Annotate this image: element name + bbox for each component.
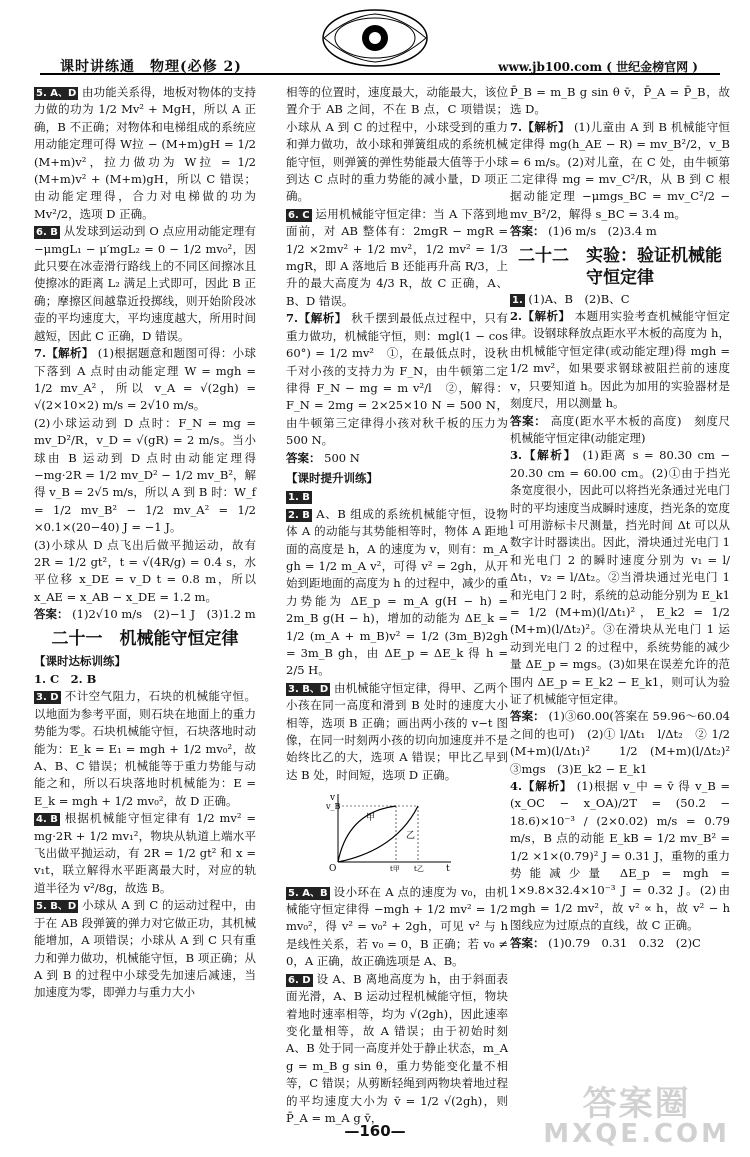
answer-item (510, 447, 730, 708)
answer-item (286, 506, 508, 680)
item-text: (1)A、B (2)B、C (528, 291, 630, 306)
answer-item (34, 415, 256, 537)
answer-item (510, 223, 730, 240)
item-text: 秋千摆到最低点过程中，只有重力做功，机械能守恒，则：mgl(1 − cos 60°) = 1/2 mv² ①，在最低点时，设秋千对小孩的支持力为 F_N，由牛顿第二定律得 F_N − mg = m v²/l ②，解得：F_N = 2mg = 2×25×10 N = 500 N，由牛顿第三定律得小孩对秋千板的压力为 500 N。 (286, 311, 508, 448)
item-text: 由机械能守恒定律，得甲、乙两个小孩在同一高度和滑到 B 处时的速度大小相等，选项 B 正确；画出两小孩的 v−t 图像，在同一时刻两小孩的切向加速度并不是始终比乙的大，选项 A 错误；甲比乙早到达 B 处，时间短，选项 D 正确。 (286, 680, 509, 782)
answer-item (286, 450, 508, 467)
brand-logo-icon (320, 6, 430, 70)
axis-t: t (446, 864, 450, 873)
label-jia: 甲 (366, 813, 376, 824)
item-number: 6. C (288, 209, 310, 221)
page-header (0, 0, 750, 74)
header-rule (40, 73, 720, 75)
answer-item (34, 345, 256, 415)
answer-line: 1. C 2. B (34, 672, 97, 686)
answer-item (510, 935, 730, 952)
answer-item (510, 413, 742, 448)
item-text: 不计空气阻力，石块的机械能守恒。以地面为参考平面，则石块在地面上的重力势能为零。石块机械能守恒，石块落地时动能为：E_k = E₁ = mgh + 1/2 mv₀²，故 A、B、C 错误；机械能等于重力势能与动能之和，所以石块落地时机械能为：E = E_k = mgh + 1/2 mv₀²，故 D 正确。 (34, 689, 257, 808)
item-text: (1)儿童由 A 到 B 机械能守恒定律得 mg(h_AE − R) = mv_B²/2，v_B = 6 m/s。(2)对儿童，在 C 处，由牛顿第二定律得 mg = mv_C²/R，从 B 到 C 根据动能定理 −μmgs_BC = mv_C²/2 − mv_B²/2，解得 s_BC = 3.4 m。 (510, 119, 731, 221)
answer-item (34, 606, 256, 623)
watermark-line1: 答案圈 (582, 1084, 691, 1124)
item-text: (1)2√10 m/s (2)−1 J (3)1.2 m (72, 607, 256, 622)
item-number: 7.【解析】 (286, 311, 348, 326)
item-text: 设 A、B 离地高度为 h，由于斜面表面光滑，A、B 运动过程机械能守恒，物块着地时速率相等，均为 √(2gh)，因此速率变化量相等，故 A 错误；由于初始时刻 A、B 处于同一高度并处于静止状态，m_A g = m_B g sin θ，重力势能变化量不相等，C 错误；从剪断轻绳到两物块着地过程的平均速度大小为 v̄ = 1/2 √(2gh)，则 P̄_A = m_A g v̄， (286, 971, 508, 1125)
item-text: 设小环在 A 点的速度为 v₀，由机械能守恒定律得 −mgh + 1/2 mv² = 1/2 mv₀²，得 v² = v₀² + 2gh，可见 v² 与 h 是线性关系，若 v₀ = 0，B 正确；若 v₀ ≠ 0，A 正确，故正确选项是 A、B。 (286, 884, 508, 969)
page-number: —160— (344, 1122, 406, 1140)
item-text: 运用机械能守恒定律：当 A 下落到地面前，对 AB 整体有：2mgR − mgR = 1/2 ×2mv² + 1/2 mv²，1/2 mv² = 1/3 mgR，即 A 落地后 B 还能再升高 R/3，上升的最大高度为 4/3 R，故 C 正确，A、B、D 错误。 (286, 206, 508, 308)
item-text: (3)小球从 D 点飞出后做平抛运动，故有 2R = 1/2 gt²，t = √(4R/g) = 0.4 s，水平位移 x_DE = v_D t = 0.8 m，所以 x_AE = x_AB − x_DE = 1.2 m。 (34, 537, 256, 604)
item-text: (1)③60.00(答案在 59.96～60.04 之间的也可) (2)① l/Δt₁ l/Δt₂ ② 1/2 (M+m)(l/Δt₁)² 1/2 (M+m)(l/Δt₂)² ③mgs (3)E_k2 − E_k1 (510, 709, 742, 776)
item-number: 2.【解析】 (510, 309, 571, 324)
section-title-21: 二十一 机械能守恒定律 (51, 628, 239, 649)
answer-item (34, 537, 256, 607)
answer-item (510, 708, 742, 778)
item-number: 5. A、B (288, 887, 328, 899)
item-text: 相等的位置时，速度最大，动能最大，该位置介于 AB 之间，不在 B 点，C 项错误；小球从 A 到 C 的过程中，小球受到的重力和弹力做功，故小球和弹簧组成的系统机械能守恒，则弹簧的弹性势能最大值等于小球到达 C 点时的重力势能的减小量，D 项正确。 (286, 85, 508, 204)
item-text: (1)根据 v_中 = v̄ 得 v_B = (x_OC − x_OA)/2T = (50.2 − 18.6)×10⁻³ / (2×0.02) m/s = 0.79 m/s，B 点的动能 E_kB = 1/2 mv_B² = 1/2 ×1×(0.79)² J = 0.31 J，重物的重力势能减少量 ΔE_p = mgh = 1×9.8×32.4×10⁻³ J = 0.32 J。(2)由 mgh = 1/2 mv²，故 v² ∝ h，故 v² − h 图线应为过原点的直线，故 C 正确。 (510, 779, 730, 933)
item-number: 6. D (288, 974, 311, 986)
answer-item (510, 291, 730, 308)
item-number: 7.【解析】 (34, 346, 94, 361)
item-text: 本题用实验考查机械能守恒定律。设钢球释放点距水平木板的高度为 h，由机械能守恒定律(或动能定理)得 mgh = 1/2 mv²，如果要求钢球被阻拦前的速度 v，只要知道 h。因此为加用的实验器材是刻度尺，用以测量 h。 (510, 309, 731, 411)
subsection-label: 【课时提升训练】 (286, 470, 378, 485)
answer-item (510, 778, 730, 935)
item-number: 5. A、D (36, 88, 77, 99)
label-vb: v_B (326, 802, 341, 812)
answer-item (34, 84, 256, 223)
watermark-line2: MXQE.COM (543, 1119, 730, 1149)
answer-item (286, 206, 508, 310)
book-title: 课时讲练通 物理(必修 2) (60, 59, 242, 75)
item-text: A、B 组成的系统机械能守恒，设物体 A 的动能与其势能相等时，物体 A 距地面的高度是 h，A 的速度为 v，则有：m_A gh = 1/2 m_A v²，可得 v² = 2gh，从开始到距地面的高度为 h 的过程中，减少的重力势能为 ΔE_p = m_A g(H − h) = 2m_B g(H − h)，增加的动能为 ΔE_k = 1/2 (m_A + m_B)v² = 1/2 (3m_B)2gh = 3m_B gh，由 ΔE_p = ΔE_k 得 h = 2/5 H。 (286, 506, 509, 678)
answer-item (510, 119, 730, 223)
column-left (34, 84, 256, 1002)
item-text: 高度(距水平木板的高度) 刻度尺 机械能守恒定律(动能定理) (510, 413, 742, 445)
label-tyi: t乙 (414, 865, 424, 873)
item-number: 答案： (510, 935, 545, 950)
item-number: 答案： (286, 450, 321, 465)
item-number: 2. B (288, 509, 310, 521)
item-text: P̄_B = m_B g sin θ v̄，P̄_A = P̄_B，故选 D。 (510, 85, 730, 117)
answer-item (286, 971, 508, 1128)
item-number: 3. D (36, 692, 59, 704)
answer-item (286, 488, 508, 505)
label-yi: 乙 (406, 831, 416, 842)
answer-item (34, 688, 256, 810)
website: www.jb100.com ( 世纪金榜官网 ) (498, 60, 698, 74)
item-number: 答案： (510, 709, 545, 724)
item-number: 1. B (288, 492, 310, 504)
item-number: 7.【解析】 (510, 119, 570, 134)
velocity-time-graph (326, 790, 456, 872)
answer-item (510, 308, 730, 412)
item-number: 答案： (510, 413, 547, 428)
answer-item (286, 84, 508, 206)
subsection-label: 【课时达标训练】 (34, 653, 126, 668)
answer-item (286, 884, 508, 971)
item-text: (1)0.79 0.31 0.32 (2)C (548, 935, 701, 950)
item-text: (1)根据题意和题图可得：小球下落到 A 点时由动能定理 W = mgh = 1/2 mv_A²，所以 v_A = √(2gh) = √(2×10×2) m/s = 2√10 m/s。 (34, 346, 256, 413)
item-text: 500 N (324, 450, 360, 465)
item-text: 从发球到运动到 O 点应用动能定理有 −μmgL₁ − μ′mgL₂ = 0 − 1/2 mv₀²，因此只要在冰壶滑行路线上的不同区间擦冰且使擦冰的距离 L₂ 满足上式即可，因此 B 正确；摩擦区间越靠近投掷线，则开始阶段冰壶的平均速度大，平均速度越大，所用时间越短，因此 C 正确，D 错误。 (34, 224, 257, 343)
item-text: 小球从 A 到 C 的运动过程中，由于在 AB 段弹簧的弹力对它做正功，其机械能增加，A 项错误；小球从 A 到 C 只有重力和弹力做功，机械能守恒，B 项正确；从 A 到 B 的过程中小球受先加速后减速，当加速度为零，即弹力与重力大小 (34, 898, 256, 1000)
item-number: 3. B、D (288, 683, 329, 695)
item-number: 4. B (36, 814, 58, 826)
item-number: 4.【解析】 (510, 779, 573, 794)
item-text: (2)小球运动到 D 点时：F_N = mg = mv_D²/R，v_D = √(gR) = 2 m/s。当小球由 B 运动到 D 点时由动能定理得 −mg·2R = 1/2 mv_D² − 1/2 mv_B²，解得 v_B = 2√5 m/s，所以 A 到 B 时：W_f = 1/2 mv_B² − 1/2 mv_A² = 1/2 ×0.1×(20−40) J = −1 J。 (34, 415, 256, 535)
answer-item (34, 223, 256, 345)
column-right (510, 84, 742, 952)
item-text: 由功能关系得，地板对物体的支持力做的功为 1/2 Mv² + MgH，所以 A 正确，B 不正确；对物体和电梯组成的系统应用动能定理可得 W拉 − (M+m)gH = 1/2 (M+m)v²，拉力做功为 W拉 = 1/2 (M+m)v² + (M+m)gH，所以 C 错误；由动能定理得，合力对电梯做的功为 Mv²/2，选项 D 正确。 (34, 85, 257, 221)
section-title-22: 二十二 实验：验证机械能守恒定律 (518, 245, 722, 288)
item-text: 根据机械能守恒定律有 1/2 mv² = mg·2R + 1/2 mv₁²，物块从轨道上端水平飞出做平抛运动，有 2R = 1/2 gt² 和 x = v₁t，联立解得水平距离最大时，对应的轨道半径为 v²/8g，故选 B。 (34, 811, 257, 895)
item-number: 1. (512, 294, 523, 306)
answer-item (34, 810, 256, 897)
item-text: (1)6 m/s (2)3.4 m (548, 224, 657, 239)
item-number: 6. B (36, 227, 58, 239)
item-number: 5. B、D (36, 901, 77, 913)
axis-v: v (330, 793, 336, 804)
answer-item (286, 310, 508, 449)
item-number: 答案： (34, 607, 69, 622)
watermark (543, 1084, 730, 1149)
origin-label: O (329, 864, 337, 873)
column-middle (286, 84, 508, 1127)
answer-item (286, 680, 508, 784)
label-tjia: t甲 (390, 865, 400, 873)
item-number: 答案： (510, 224, 545, 239)
answer-item (34, 897, 256, 1001)
answer-item (510, 84, 730, 119)
item-text: (1)距离 s = 80.30 cm − 20.30 cm = 60.00 cm。(2)①由于挡光条宽度很小，因此可以将挡光条通过光电门时的平均速度当成瞬时速度，挡光条的宽度 l 可用游标卡尺测量，挡光时间 Δt 可以从数字计时器读出。因此，滑块通过光电门 1 和光电门 2 的瞬时速度分别为 v₁ = l/Δt₁，v₂ = l/Δt₂。②当滑块通过光电门 1 和光电门 2 时，系统的总动能分别为 E_k1 = 1/2 (M+m)(l/Δt₁)²，E_k2 = 1/2 (M+m)(l/Δt₂)²。③在滑块从光电门 1 运动到光电门 2 的过程中，系统势能的减少量 ΔE_p = mgs。(3)如果在误差允许的范围内 ΔE_p = E_k2 − E_k1，则可认为验证了机械能守恒定律。 (510, 448, 730, 706)
item-number: 3.【解析】 (510, 448, 578, 463)
